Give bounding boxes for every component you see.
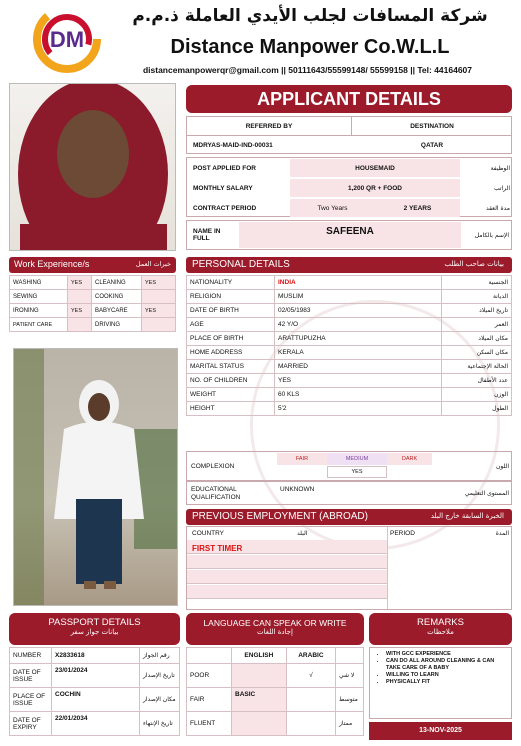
field-ar: الوزن <box>442 388 512 402</box>
field-ar: العمر <box>442 318 512 332</box>
field-value: KERALA <box>275 346 442 360</box>
complexion-ar: اللون <box>496 462 509 470</box>
complexion-label: COMPLEXION <box>191 462 235 470</box>
remark-item: • CAN DO ALL AROUND CLEANING & CAN TAKE CARE OF A BABY <box>386 658 505 672</box>
field-ar: تاريخ الإنتهاء <box>140 712 180 736</box>
remarks-header <box>369 613 512 645</box>
english-level <box>232 712 287 736</box>
field-value: INDIA <box>275 276 442 290</box>
skill-label: DRIVING <box>92 318 142 332</box>
education-block <box>186 481 512 505</box>
field-ar: الحالة الإجتماعية <box>442 360 512 374</box>
personal-title-ar: بيانات صاحب الطلب <box>444 260 504 268</box>
table-row <box>187 648 364 664</box>
applicant-photo <box>9 83 176 251</box>
language-title-ar: إجادة اللغات <box>257 628 293 636</box>
skill-value <box>142 290 176 304</box>
arabic-level: √ <box>286 664 335 688</box>
document-date: 13-NOV-2025 <box>369 722 512 740</box>
field-ar: مكان الإصدار <box>140 688 180 712</box>
skill-value <box>68 318 92 332</box>
passport-table <box>9 647 180 736</box>
period-label: PERIOD <box>390 529 415 537</box>
level-ar: لا شي <box>336 664 364 688</box>
table-row <box>10 712 180 736</box>
remarks-title-ar: ملاحظات <box>427 628 454 636</box>
divider <box>387 527 388 609</box>
salary-label: MONTHLY SALARY <box>193 184 253 192</box>
skill-label: BABYCARE <box>92 304 142 318</box>
field-value: MUSLIM <box>275 290 442 304</box>
level-ar: ممتاز <box>336 712 364 736</box>
job-block <box>186 157 512 217</box>
name-ar: الإسم بالكامل <box>474 231 509 239</box>
table-row <box>187 276 512 290</box>
destination-value: QATAR <box>420 141 444 149</box>
destination-label: DESTINATION <box>352 117 512 136</box>
skill-value: YES <box>142 304 176 318</box>
prev-emp-row <box>187 555 387 569</box>
level-ar: متوسط <box>336 688 364 712</box>
country-label: COUNTRY <box>192 529 225 537</box>
passport-title: PASSPORT DETAILS <box>48 617 141 628</box>
contract-value2: 2 YEARS <box>375 199 460 217</box>
field-ar: تاريخ الإصدار <box>140 664 180 688</box>
full-body-photo <box>13 348 178 606</box>
level-label: FAIR <box>187 688 232 712</box>
field-ar: رقم الجواز <box>140 648 180 664</box>
field-value: 42 Y/O <box>275 318 442 332</box>
skill-value: YES <box>142 276 176 290</box>
field-label: NATIONALITY <box>187 276 275 290</box>
english-level: BASIC <box>232 688 287 712</box>
field-label: RELIGION <box>187 290 275 304</box>
table-row <box>187 304 512 318</box>
name-value: SAFEENA <box>239 222 461 248</box>
table-row <box>187 374 512 388</box>
personal-header <box>186 257 512 273</box>
skill-label: IRONING <box>10 304 68 318</box>
complexion-fair: FAIR <box>277 453 327 465</box>
field-label: DATE OF BIRTH <box>187 304 275 318</box>
field-ar: الطول <box>442 402 512 416</box>
referral-block <box>186 116 512 154</box>
field-label: HEIGHT <box>187 402 275 416</box>
language-table <box>186 647 364 736</box>
table-row <box>187 360 512 374</box>
work-exp-table <box>9 275 176 332</box>
field-label: MARITAL STATUS <box>187 360 275 374</box>
language-header <box>186 613 364 645</box>
field-ar: مكان الميلاد <box>442 332 512 346</box>
work-exp-title-ar: خبرات العمل <box>135 260 171 268</box>
field-ar: مكان السكن <box>442 346 512 360</box>
remark-item: • WILLING TO LEARN <box>386 672 505 679</box>
post-ar: الوظيفة <box>490 164 510 172</box>
table-row <box>10 318 176 332</box>
complexion-medium: MEDIUM <box>327 453 387 465</box>
field-value: YES <box>275 374 442 388</box>
post-label: POST APPLIED FOR <box>193 164 256 172</box>
field-value: 23/01/2024 <box>52 664 140 688</box>
contract-label: CONTRACT PERIOD <box>193 204 257 212</box>
arabic-level <box>286 712 335 736</box>
field-value: 60 KLS <box>275 388 442 402</box>
field-ar: الديانة <box>442 290 512 304</box>
field-ar: عدد الأطفال <box>442 374 512 388</box>
field-label: DATE OF EXPIRY <box>10 712 52 736</box>
passport-title-ar: بيانات جواز سفر <box>70 628 119 636</box>
skill-label: CLEANING <box>92 276 142 290</box>
name-block <box>186 220 512 250</box>
field-label: AGE <box>187 318 275 332</box>
education-ar: المستوى التعليمي <box>464 489 509 497</box>
skill-label: WASHING <box>10 276 68 290</box>
education-value: UNKNOWN <box>280 485 315 493</box>
contract-ar: مدة العقد <box>486 204 510 212</box>
field-label: HOME ADDRESS <box>187 346 275 360</box>
field-value: COCHIN <box>52 688 140 712</box>
skill-label: PATIENT CARE <box>10 318 68 332</box>
field-value: 5'2 <box>275 402 442 416</box>
table-row <box>187 712 364 736</box>
period-ar: المدة <box>495 529 509 537</box>
skill-label: SEWING <box>10 290 68 304</box>
table-row <box>187 664 364 688</box>
name-label: NAME IN FULL <box>193 228 221 242</box>
table-row <box>187 688 364 712</box>
logo-letters: DM <box>49 27 85 52</box>
salary-ar: الراتب <box>493 184 510 192</box>
field-value: MARRIED <box>275 360 442 374</box>
company-english-name: Distance Manpower Co.W.L.L <box>170 36 450 58</box>
prev-emp-title-ar: الخبرة السابقة خارج البلد <box>430 512 504 520</box>
complexion-mark: YES <box>327 466 387 478</box>
language-title: LANGUAGE CAN SPEAK OR WRITE <box>203 618 347 628</box>
table-row <box>187 402 512 416</box>
company-arabic-name: شركة المسافات لجلب الأيدي العاملة ذ.م.م <box>132 6 488 26</box>
remarks-title: REMARKS <box>417 617 464 628</box>
field-label: PLACE OF BIRTH <box>187 332 275 346</box>
table-row <box>10 276 176 290</box>
skill-value <box>68 290 92 304</box>
lang-col-arabic: ARABIC <box>286 648 335 664</box>
field-label: NO. OF CHILDREN <box>187 374 275 388</box>
level-label: POOR <box>187 664 232 688</box>
table-row <box>187 318 512 332</box>
skill-value: YES <box>68 304 92 318</box>
table-row <box>187 388 512 402</box>
salary-value: 1,200 QR + FOOD <box>290 179 460 197</box>
table-row <box>10 664 180 688</box>
complexion-dark: DARK <box>387 453 432 465</box>
first-timer: FIRST TIMER <box>192 543 243 553</box>
remark-item: • WITH GCC EXPERIENCE <box>386 651 505 658</box>
referred-by-label: REFERRED BY <box>187 117 352 136</box>
table-row <box>187 290 512 304</box>
prev-emp-header <box>186 509 512 525</box>
post-value: HOUSEMAID <box>290 159 460 177</box>
education-label: EDUCATIONAL QUALIFICATION <box>191 486 241 501</box>
field-label: PLACE OF ISSUE <box>10 688 52 712</box>
level-label: FLUENT <box>187 712 232 736</box>
field-value: 02/05/1983 <box>275 304 442 318</box>
prev-emp-title: PREVIOUS EMPLOYMENT (ABROAD) <box>192 511 368 522</box>
field-label: WEIGHT <box>187 388 275 402</box>
company-logo <box>30 2 105 77</box>
skill-label: COOKING <box>92 290 142 304</box>
table-row <box>10 688 180 712</box>
english-level <box>232 664 287 688</box>
applicant-details-title: APPLICANT DETAILS <box>186 85 512 113</box>
country-ar: البلد <box>297 529 308 537</box>
company-contact: distancemanpowerqr@gmail.com || 50111643/55599148/ 55599158 || Tel: 44164607 <box>142 65 473 75</box>
arabic-level <box>286 688 335 712</box>
contract-value1: Two Years <box>290 199 375 217</box>
skill-value <box>142 318 176 332</box>
field-ar: الجنسية <box>442 276 512 290</box>
personal-title: PERSONAL DETAILS <box>192 259 290 270</box>
table-row <box>10 290 176 304</box>
prev-emp-table <box>186 526 512 610</box>
prev-emp-row <box>187 570 387 584</box>
table-row <box>10 648 180 664</box>
personal-table <box>186 275 512 416</box>
passport-header <box>9 613 180 645</box>
complexion-block <box>186 451 512 481</box>
work-exp-title: Work Experience/s <box>14 259 90 269</box>
field-value: ARATTUPUZHA <box>275 332 442 346</box>
remark-item: • PHYSICALLY FIT <box>386 679 505 686</box>
ref-code: MDRYAS-MAID-IND-00031 <box>193 141 273 149</box>
prev-emp-row <box>187 585 387 599</box>
remarks-box <box>369 647 512 719</box>
table-row <box>187 332 512 346</box>
table-row <box>10 304 176 318</box>
field-value: X2833618 <box>52 648 140 664</box>
lang-col-english: ENGLISH <box>232 648 287 664</box>
field-value: 22/01/2034 <box>52 712 140 736</box>
field-label: DATE OF ISSUE <box>10 664 52 688</box>
work-exp-header <box>9 257 176 273</box>
field-ar: تاريخ الميلاد <box>442 304 512 318</box>
table-row <box>187 346 512 360</box>
field-label: NUMBER <box>10 648 52 664</box>
skill-value: YES <box>68 276 92 290</box>
